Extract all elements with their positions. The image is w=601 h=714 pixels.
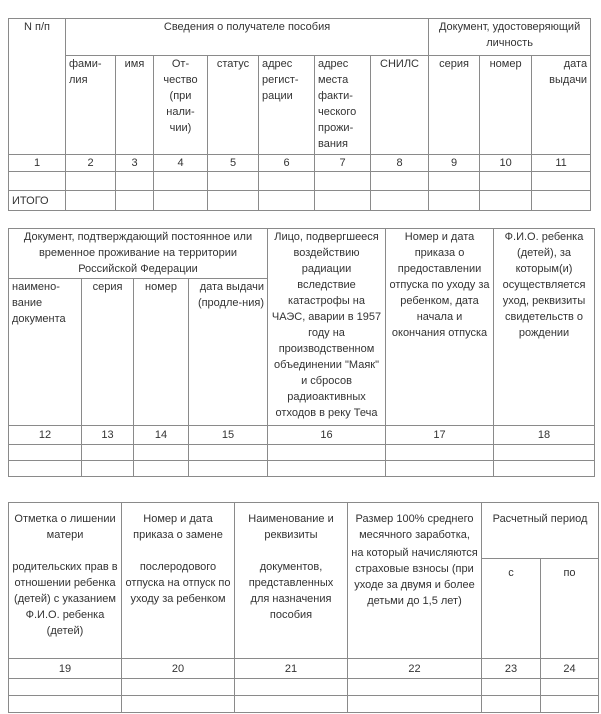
empty-cell: [9, 172, 66, 191]
col-doc-number: номер: [134, 279, 189, 426]
header-identity-document: Документ, удостоверяющий личность: [429, 19, 591, 56]
col-snils: СНИЛС: [371, 56, 429, 155]
column-number: 15: [189, 426, 268, 445]
column-number: 10: [480, 155, 532, 172]
column-number: 3: [116, 155, 154, 172]
header-average-salary: [348, 503, 482, 659]
column-number: 22: [348, 659, 482, 679]
table-row: [9, 445, 595, 461]
col-actual-address: адрес места факти-ческого прожи-вания: [315, 56, 371, 155]
table-row: [9, 461, 595, 477]
column-number: 13: [82, 426, 134, 445]
header-radiation-exposure: [268, 229, 386, 426]
column-number: 17: [386, 426, 494, 445]
column-number: 1: [9, 155, 66, 172]
replacement-header-top: Номер и дата приказа о замене: [133, 513, 223, 541]
empty-cell: [348, 679, 482, 696]
column-number: 14: [134, 426, 189, 445]
empty-cell: [371, 172, 429, 191]
col-doc-series: серия: [429, 56, 480, 155]
column-number: 2: [66, 155, 116, 172]
col-period-from: с: [482, 559, 541, 659]
empty-cell: [494, 461, 595, 477]
header-row-number: N п/п: [9, 19, 66, 155]
leave-order-header-top: Номер и дата приказа о предоставлении: [397, 231, 482, 275]
radiation-header-top: Лицо, подвергшееся воздействию радиации: [274, 231, 379, 275]
col-issue-date: дата выдачи (продле-ния): [189, 279, 268, 426]
empty-cell: [268, 461, 386, 477]
empty-cell: [116, 172, 154, 191]
deprivation-header-body: родительских прав в отношении ребенка (детей) с указанием Ф.И.О. ребенка (детей): [12, 561, 118, 637]
empty-cell: [429, 172, 480, 191]
col-first-name: имя: [116, 56, 154, 155]
empty-cell: [9, 445, 82, 461]
benefit-details-table: [8, 502, 599, 713]
column-number: 9: [429, 155, 480, 172]
header-residence-document: Документ, подтверждающий постоянное или временное проживание на территории Российской Федерации: [9, 229, 268, 279]
header-leave-order: [386, 229, 494, 426]
col-surname: фами-лия: [66, 56, 116, 155]
empty-cell: [9, 461, 82, 477]
empty-cell: [541, 679, 599, 696]
column-number: 12: [9, 426, 82, 445]
empty-cell: [235, 679, 348, 696]
empty-cell: [154, 172, 208, 191]
empty-cell: [371, 191, 429, 211]
empty-cell: [386, 461, 494, 477]
empty-cell: [386, 445, 494, 461]
empty-cell: [315, 172, 371, 191]
header-parental-rights-deprivation: [9, 503, 122, 659]
column-number: 18: [494, 426, 595, 445]
empty-cell: [9, 679, 122, 696]
table-row: [9, 696, 599, 713]
col-registration-address: адрес регист-рации: [259, 56, 315, 155]
documents-header-body: документов, представленных для назначения пособия: [248, 561, 334, 621]
column-number: 24: [541, 659, 599, 679]
header-child-info: [494, 229, 595, 426]
col-document-name: наимено-вание документа: [9, 279, 82, 426]
empty-cell: [66, 191, 116, 211]
header-submitted-documents: [235, 503, 348, 659]
empty-cell: [482, 696, 541, 713]
empty-cell: [480, 191, 532, 211]
empty-cell: [482, 679, 541, 696]
column-number: 11: [532, 155, 591, 172]
col-doc-issue-date: дата выдачи: [532, 56, 591, 155]
total-row: [9, 191, 591, 211]
empty-cell: [134, 445, 189, 461]
column-number: 21: [235, 659, 348, 679]
leave-order-header-body: отпуска по уходу за ребенком, дата начала и окончания отпуска: [389, 279, 490, 339]
column-number: 19: [9, 659, 122, 679]
header-calculation-period: Расчетный период: [482, 503, 599, 559]
empty-cell: [315, 191, 371, 211]
empty-cell: [532, 172, 591, 191]
empty-cell: [154, 191, 208, 211]
column-number: 5: [208, 155, 259, 172]
child-info-header-top: Ф.И.О. ребенка (детей), за которым(и): [504, 231, 584, 275]
empty-cell: [134, 461, 189, 477]
empty-cell: [348, 696, 482, 713]
column-number: 6: [259, 155, 315, 172]
column-number: 16: [268, 426, 386, 445]
empty-cell: [189, 461, 268, 477]
empty-cell: [541, 696, 599, 713]
table-row: [9, 172, 591, 191]
empty-cell: [9, 696, 122, 713]
empty-cell: [82, 445, 134, 461]
empty-cell: [122, 696, 235, 713]
col-patronymic: От-чество (при нали-чии): [154, 56, 208, 155]
documents-header-top: Наименование и реквизиты: [248, 513, 334, 541]
empty-cell: [494, 445, 595, 461]
empty-cell: [532, 191, 591, 211]
deprivation-header-top: Отметка о лишении матери: [14, 513, 116, 541]
empty-cell: [429, 191, 480, 211]
recipient-info-table: [8, 18, 591, 211]
residence-and-leave-table: [8, 228, 595, 477]
col-status: статус: [208, 56, 259, 155]
radiation-header-body: вследствие катастрофы на ЧАЭС, аварии в 1957 году на производственном объединении "Маяк" и сбросов радиоактивных отходов в реку Теча: [271, 279, 382, 419]
empty-cell: [82, 461, 134, 477]
header-leave-replacement-order: [122, 503, 235, 659]
empty-cell: [268, 445, 386, 461]
column-number: 8: [371, 155, 429, 172]
col-doc-series: серия: [82, 279, 134, 426]
column-number: 4: [154, 155, 208, 172]
col-doc-number: номер: [480, 56, 532, 155]
child-info-header-body: осуществляется уход, реквизиты свидетельств о рождении: [502, 279, 586, 339]
empty-cell: [208, 191, 259, 211]
empty-cell: [235, 696, 348, 713]
column-number: 7: [315, 155, 371, 172]
empty-cell: [189, 445, 268, 461]
salary-header-top: Размер 100% среднего месячного заработка,: [355, 513, 474, 541]
empty-cell: [208, 172, 259, 191]
empty-cell: [122, 679, 235, 696]
column-number: 20: [122, 659, 235, 679]
empty-cell: [259, 172, 315, 191]
column-number: 23: [482, 659, 541, 679]
total-label: ИТОГО: [9, 191, 66, 211]
empty-cell: [259, 191, 315, 211]
empty-cell: [66, 172, 116, 191]
table-row: [9, 679, 599, 696]
empty-cell: [116, 191, 154, 211]
col-period-to: по: [541, 559, 599, 659]
salary-header-body: на который начисляются страховые взносы (при уходе за двумя и более детьми до 1,5 лет): [351, 547, 478, 607]
header-recipient-info: Сведения о получателе пособия: [66, 19, 429, 56]
replacement-header-body: послеродового отпуска на отпуск по уходу за ребенком: [125, 561, 231, 605]
empty-cell: [480, 172, 532, 191]
